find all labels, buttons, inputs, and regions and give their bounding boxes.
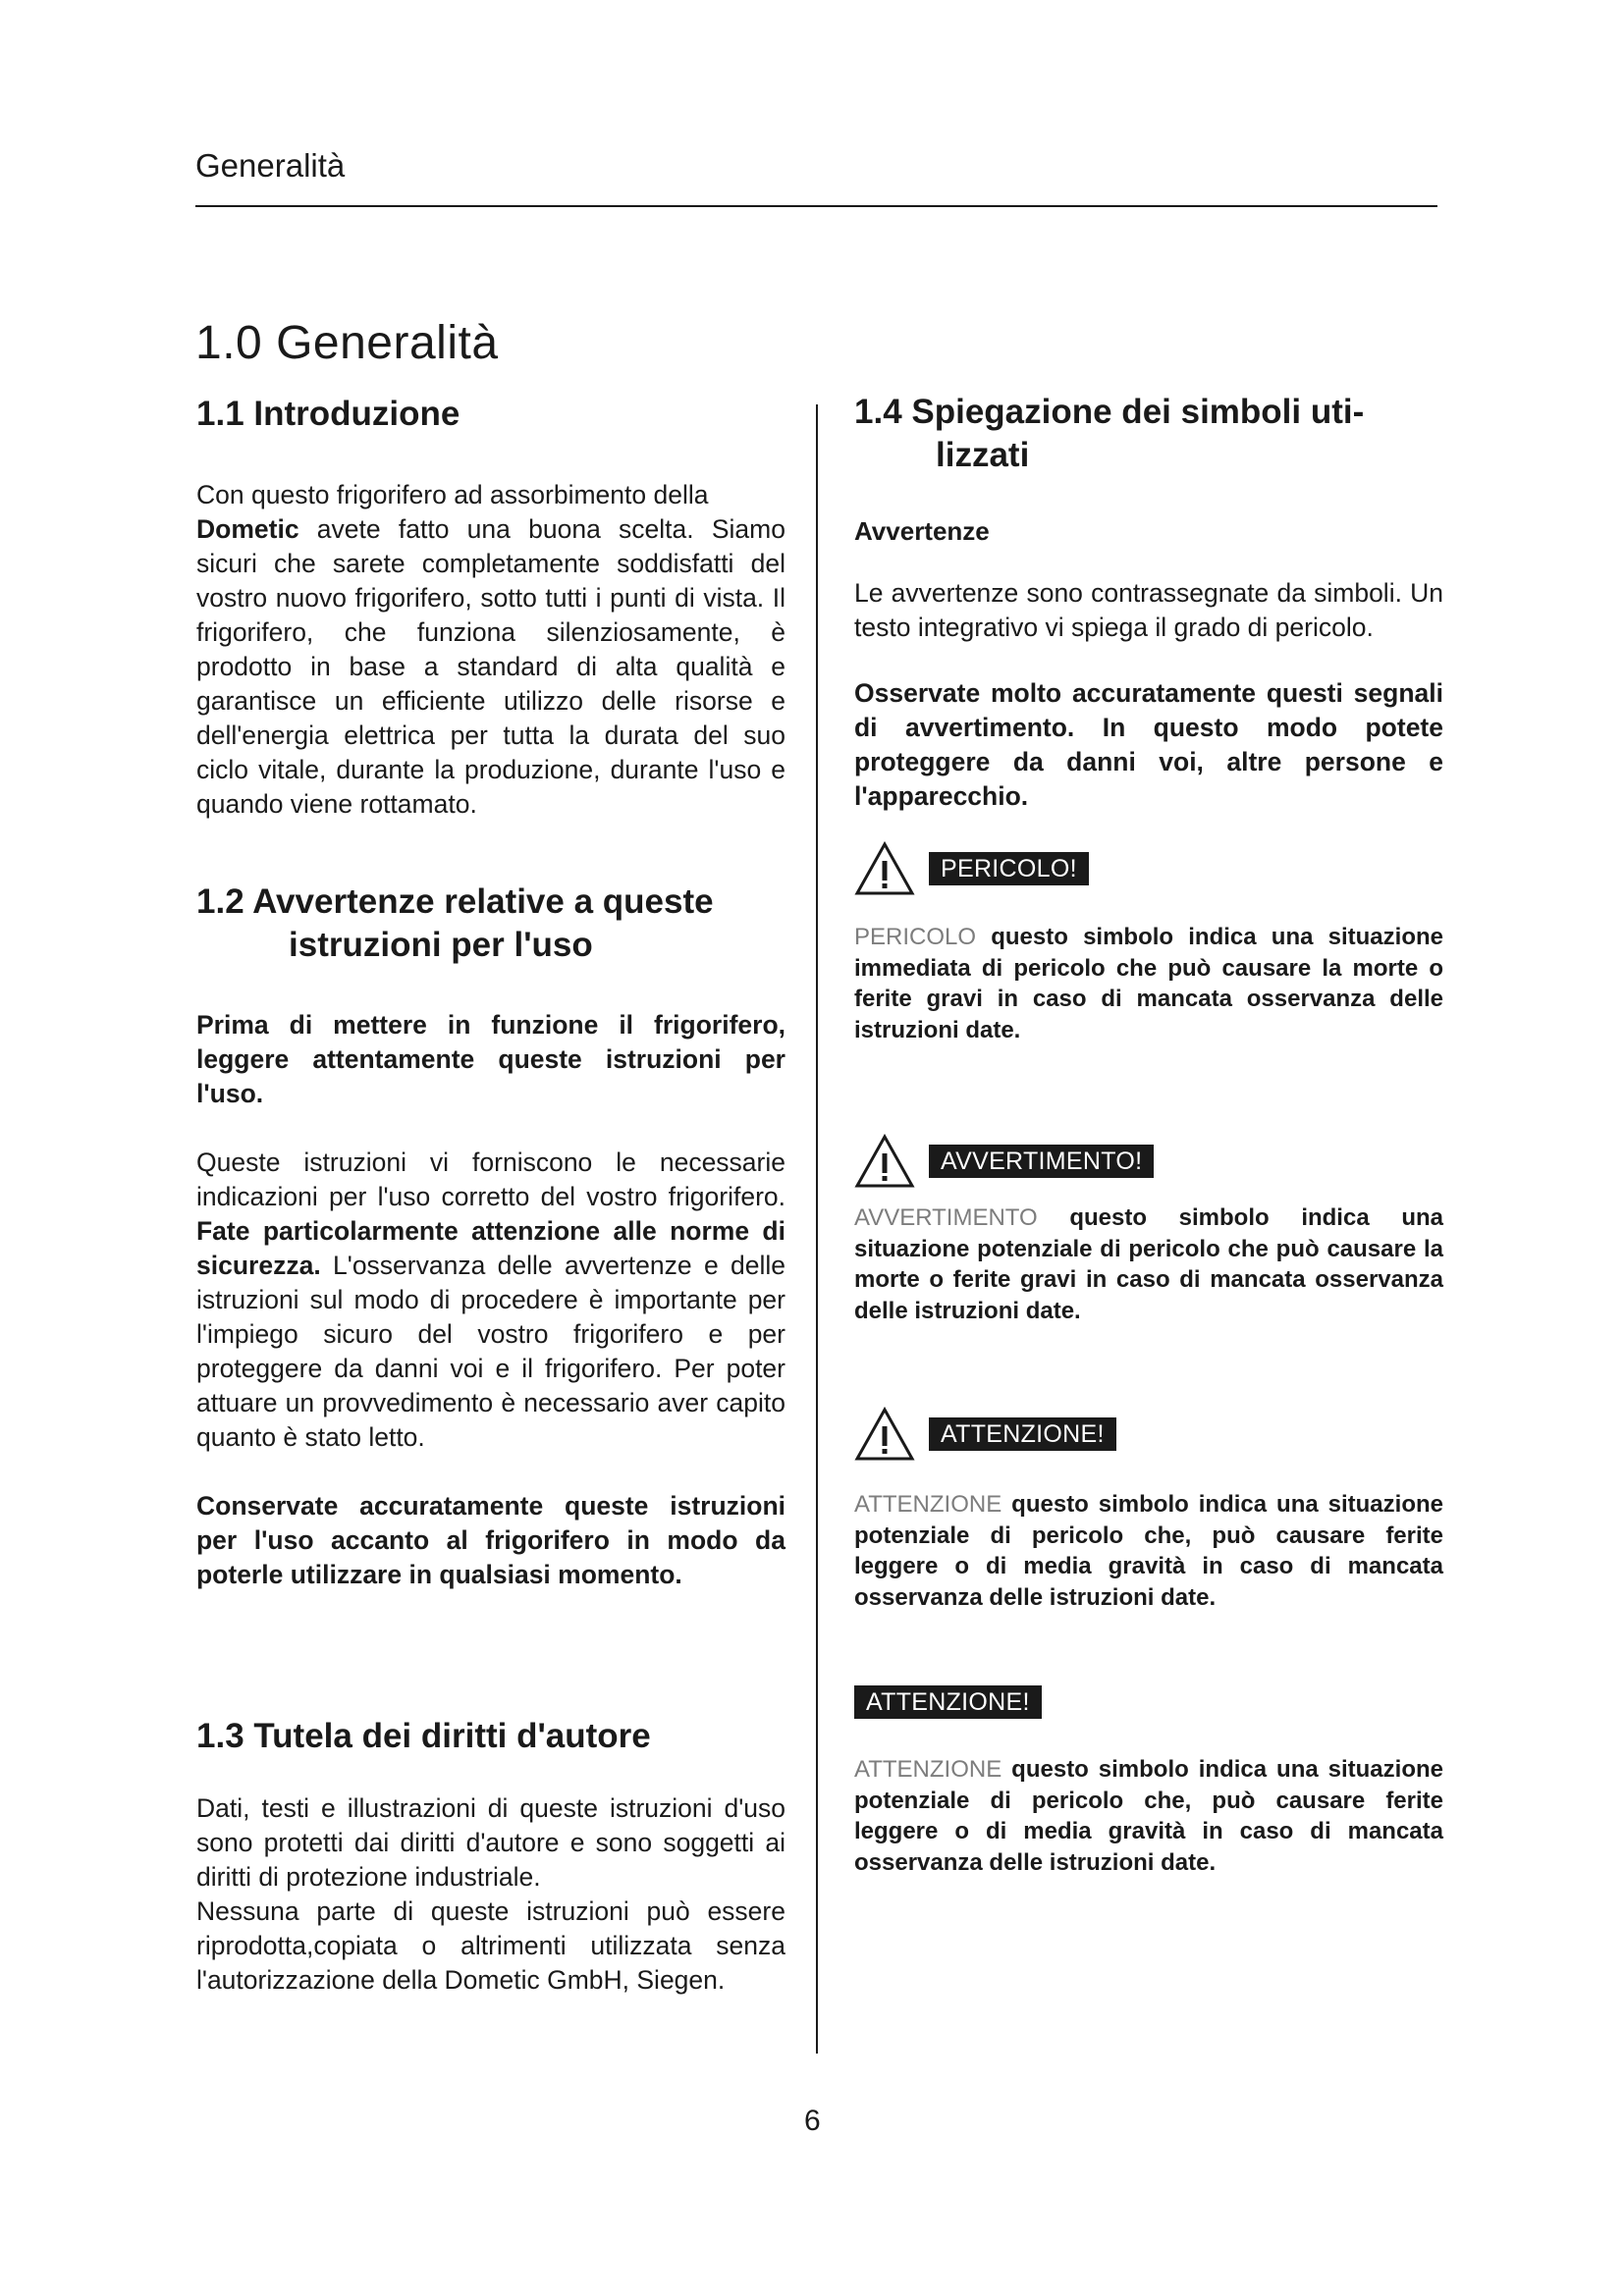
caution-badge-material: ATTENZIONE! — [854, 1685, 1042, 1719]
copyright-paragraph-1: Dati, testi e illustrazioni di queste istruzioni d'uso sono protetti dai diritti d'autore e sono soggetti ai diritti di protezione industriale. — [196, 1793, 785, 1892]
warning-triangle-icon — [854, 841, 915, 896]
intro-paragraph — [196, 478, 785, 822]
chapter-title: 1.0 Generalità — [195, 317, 499, 369]
caution-lead: ATTENZIONE — [854, 1491, 1002, 1518]
caution-description — [854, 1489, 1443, 1613]
left-column — [196, 393, 785, 1998]
warning-badge: AVVERTIMENTO! — [929, 1145, 1154, 1178]
safety-emphasis: Fate particolarmente attenzione alle norme di sicurezza. — [196, 1216, 785, 1280]
warnings-subheading: Avvertenze — [854, 516, 990, 546]
heading-1-2-line1: 1.2 Avvertenze relative a queste — [196, 882, 714, 921]
danger-description — [854, 922, 1443, 1045]
brand-name: Dometic — [196, 514, 299, 544]
warning-triangle-icon — [854, 1407, 915, 1462]
read-instructions-note: Prima di mettere in funzione il frigorifero, leggere attentamente queste istruzioni per l'uso. — [196, 1010, 785, 1108]
danger-lead: PERICOLO — [854, 924, 977, 950]
intro-text-rest: avete fatto una buona scelta. Siamo sicuri che sarete completamente soddisfatti del vostro nuovo frigorifero, sotto tutti i punti di vista. Il frigorifero, che funziona silenziosamente, è prodotto in base a standard di alta qualità e garantisce un efficiente utilizzo delle risorse e dell'energia elettrica per tutta la durata del suo ciclo vitale, durante la produzione, durante l'uso e quando viene rottamato. — [196, 514, 785, 819]
intro-text-start: Con questo frigorifero ad assorbimento della — [196, 480, 709, 509]
page-number: 6 — [804, 2105, 821, 2137]
warnings-emphasis: Osservate molto accuratamente questi segnali di avvertimento. In questo modo potete proteggere da danni voi, altre persone e l'apparecchio. — [854, 678, 1443, 811]
caution-material-text: questo simbolo indica una situazione potenziale di pericolo che, può causare ferite leggere o di media gravità in caso di mancata osservanza delle istruzioni date. — [854, 1756, 1443, 1876]
section-heading-1-3: 1.3 Tutela dei diritti d'autore — [196, 1717, 651, 1755]
right-column — [854, 391, 1443, 1878]
warnings-intro: Le avvertenze sono contrassegnate da simboli. Un testo integrativo vi spiega il grado di pericolo. — [854, 578, 1443, 642]
column-divider — [816, 404, 818, 2054]
warning-block-caution — [854, 1407, 1443, 1462]
danger-text: questo simbolo indica una situazione immediata di pericolo che può causare la morte o ferite gravi in caso di mancata osservanza delle istruzioni date. — [854, 924, 1443, 1043]
danger-badge: PERICOLO! — [929, 852, 1089, 885]
running-header: Generalità — [195, 147, 346, 184]
caution-material-lead: ATTENZIONE — [854, 1756, 1002, 1783]
warning-block-danger — [854, 841, 1443, 896]
heading-1-4-line1: 1.4 Spiegazione dei simboli uti- — [854, 393, 1365, 431]
warning-block-warning — [854, 1134, 1443, 1189]
warning-lead: AVVERTIMENTO — [854, 1204, 1038, 1231]
heading-1-4-line2: lizzati — [936, 436, 1030, 474]
caution-material-description — [854, 1754, 1443, 1878]
heading-1-2-line2: istruzioni per l'uso — [289, 926, 593, 964]
instructions-paragraph — [196, 1146, 785, 1455]
caution-text: questo simbolo indica una situazione potenziale di pericolo che, può causare ferite leggere o di media gravità in caso di mancata osservanza delle istruzioni date. — [854, 1491, 1443, 1611]
section-heading-1-4 — [854, 391, 1443, 477]
warning-triangle-icon — [854, 1134, 915, 1189]
caution-badge: ATTENZIONE! — [929, 1417, 1116, 1451]
section-heading-1-2 — [196, 881, 785, 967]
instructions-text-c: L'osservanza delle avvertenze e delle istruzioni sul modo di procedere è importante per l'impiego sicuro del vostro frigorifero e per proteggere da danni voi e il frigorifero. Per poter attuare un provvedimento è necessario aver capito quanto è stato letto. — [196, 1251, 785, 1452]
instructions-text-a: Queste istruzioni vi forniscono le necessarie indicazioni per l'uso corretto del vostro frigorifero. — [196, 1148, 785, 1211]
section-heading-1-1: 1.1 Introduzione — [196, 395, 460, 433]
keep-instructions-note: Conservate accuratamente queste istruzioni per l'uso accanto al frigorifero in modo da poterle utilizzare in qualsiasi momento. — [196, 1491, 785, 1589]
header-rule — [195, 205, 1437, 207]
warning-description — [854, 1202, 1443, 1326]
warning-block-caution-material — [854, 1685, 1443, 1719]
copyright-paragraph-2: Nessuna parte di queste istruzioni può essere riprodotta,copiata o altrimenti utilizzata senza l'autorizzazione della Dometic GmbH, Siegen. — [196, 1896, 785, 1995]
warning-text: questo simbolo indica una situazione potenziale di pericolo che può causare la morte o ferite gravi in caso di mancata osservanza delle istruzioni date. — [854, 1204, 1443, 1324]
